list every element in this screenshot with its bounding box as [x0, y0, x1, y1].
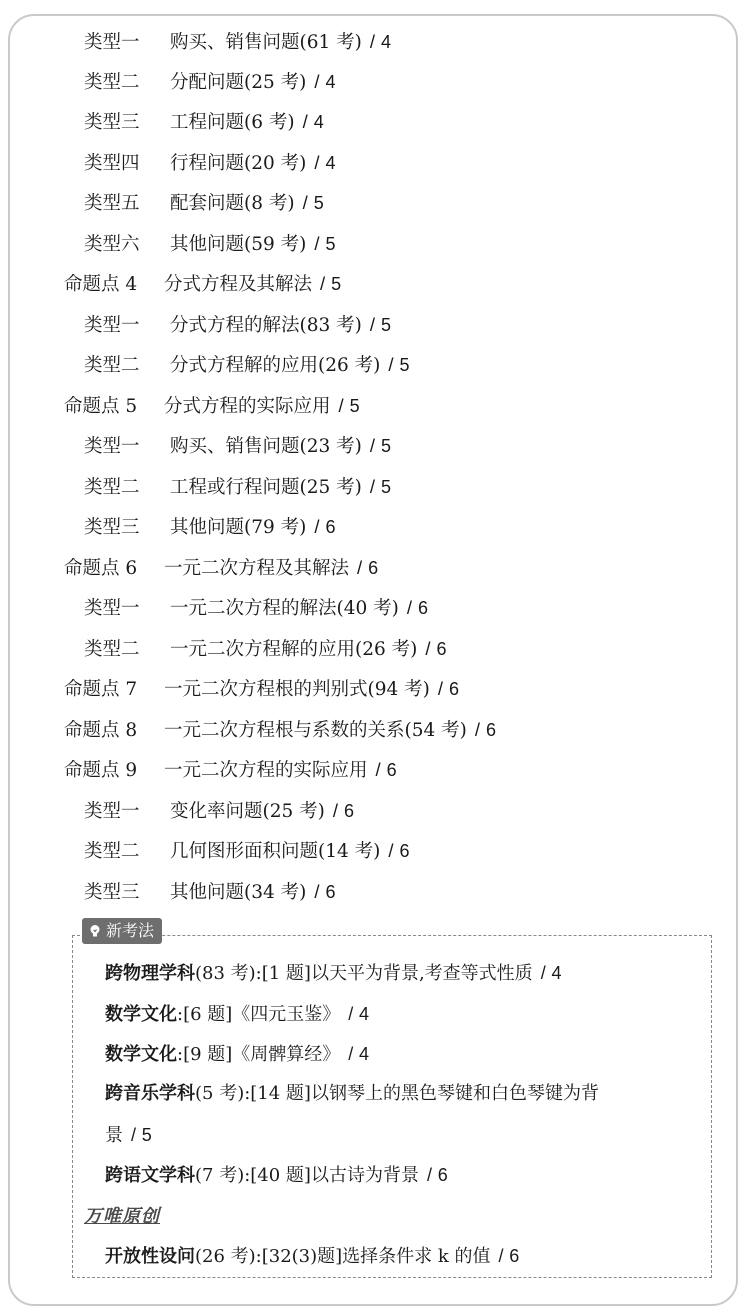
toc-page: 6: [344, 801, 355, 821]
toc-slash: /: [369, 31, 375, 52]
toc-slash: /: [314, 516, 320, 537]
toc-title: 工程问题(6 考): [170, 112, 295, 133]
toc-row[interactable]: [64, 714, 496, 746]
toc-page: 6: [399, 841, 410, 861]
toc-row[interactable]: [84, 471, 391, 503]
toc-label: 类型二: [84, 355, 140, 376]
toc-slash: /: [369, 435, 375, 456]
toc-row[interactable]: [84, 66, 336, 98]
toc-row[interactable]: [64, 268, 341, 300]
item-page: 4: [551, 963, 562, 983]
toc-page: 6: [449, 679, 460, 699]
toc-title: 购买、销售问题(61 考): [170, 32, 362, 53]
toc-page: 4: [325, 72, 336, 92]
toc-page: 6: [436, 639, 447, 659]
item-page: 6: [509, 1246, 520, 1266]
new-method-item[interactable]: [105, 1038, 369, 1070]
toc-row[interactable]: [84, 430, 391, 462]
lightbulb-icon: [88, 924, 102, 938]
toc-title: 分配问题(25 考): [170, 72, 307, 93]
toc-title: 一元二次方程及其解法: [164, 558, 350, 579]
toc-title: 其他问题(34 考): [170, 882, 307, 903]
item-key: 数学文化: [105, 1004, 177, 1025]
item-page: 5: [141, 1125, 152, 1145]
toc-row[interactable]: [84, 633, 447, 665]
toc-slash: /: [357, 557, 363, 578]
toc-row[interactable]: [84, 795, 354, 827]
item-key: 数学文化: [105, 1044, 177, 1065]
toc-slash: /: [302, 111, 308, 132]
toc-label: 类型三: [84, 112, 140, 133]
toc-label: 类型三: [84, 517, 140, 538]
toc-row[interactable]: [84, 147, 336, 179]
toc-label: 类型二: [84, 72, 140, 93]
toc-slash: /: [474, 719, 480, 740]
toc-row[interactable]: [84, 349, 410, 381]
toc-label: 类型一: [84, 32, 140, 53]
toc-title: 一元二次方程的解法(40 考): [170, 598, 399, 619]
toc-page: 4: [381, 32, 392, 52]
item-page: 4: [359, 1004, 370, 1024]
item-slash: /: [348, 1004, 354, 1024]
toc-row[interactable]: [84, 228, 336, 260]
toc-slash: /: [388, 354, 394, 375]
toc-page: 6: [386, 760, 397, 780]
toc-title: 分式方程解的应用(26 考): [170, 355, 381, 376]
item-key: 跨音乐学科: [105, 1083, 195, 1104]
original-item[interactable]: [105, 1240, 519, 1272]
toc-slash: /: [314, 233, 320, 254]
toc-label: 类型一: [84, 315, 140, 336]
toc-title: 其他问题(79 考): [170, 517, 307, 538]
toc-slash: /: [437, 678, 443, 699]
toc-slash: /: [320, 273, 326, 294]
toc-page: 5: [313, 193, 324, 213]
toc-slash: /: [314, 881, 320, 902]
toc-label: 命题点 5: [64, 396, 138, 417]
toc-row[interactable]: [84, 106, 324, 138]
item-slash: /: [131, 1125, 137, 1145]
toc-label: 类型三: [84, 882, 140, 903]
toc-slash: /: [332, 800, 338, 821]
toc-label: 类型二: [84, 841, 140, 862]
toc-page: 6: [368, 558, 379, 578]
item-text: (83 考):[1 题]以天平为背景,考查等式性质: [195, 963, 533, 984]
toc-slash: /: [302, 192, 308, 213]
toc-row[interactable]: [64, 390, 360, 422]
toc-row[interactable]: [64, 673, 459, 705]
toc-label: 命题点 8: [64, 720, 138, 741]
new-method-tag: [82, 918, 162, 944]
toc-title: 购买、销售问题(23 考): [170, 436, 362, 457]
toc-title: 一元二次方程根的判别式(94 考): [164, 679, 430, 700]
toc-row[interactable]: [84, 309, 391, 341]
toc-label: 命题点 4: [64, 274, 138, 295]
toc-slash: /: [388, 840, 394, 861]
item-text: (26 考):[32(3)题]选择条件求 k 的值: [195, 1246, 491, 1267]
new-method-item-continuation[interactable]: [105, 1119, 152, 1151]
toc-slash: /: [369, 314, 375, 335]
toc-page: 4: [313, 112, 324, 132]
toc-slash: /: [425, 638, 431, 659]
toc-title: 分式方程的实际应用: [164, 396, 331, 417]
toc-slash: /: [375, 759, 381, 780]
toc-page: 6: [325, 517, 336, 537]
toc-row[interactable]: [84, 876, 336, 908]
toc-row[interactable]: [64, 552, 378, 584]
toc-label: 类型六: [84, 234, 140, 255]
toc-slash: /: [338, 395, 344, 416]
toc-row[interactable]: [84, 26, 391, 58]
new-method-item[interactable]: [105, 1159, 448, 1191]
toc-page: 4: [325, 153, 336, 173]
toc-label: 命题点 9: [64, 760, 138, 781]
toc-label: 类型一: [84, 801, 140, 822]
toc-label: 类型二: [84, 477, 140, 498]
toc-title: 分式方程及其解法: [164, 274, 313, 295]
item-slash: /: [540, 963, 546, 983]
toc-row[interactable]: [84, 835, 410, 867]
toc-title: 一元二次方程的实际应用: [164, 760, 368, 781]
toc-title: 分式方程的解法(83 考): [170, 315, 362, 336]
toc-label: 类型二: [84, 639, 140, 660]
toc-slash: /: [314, 152, 320, 173]
toc-title: 几何图形面积问题(14 考): [170, 841, 381, 862]
toc-page: 5: [325, 234, 336, 254]
new-method-tag-label: 新考法: [106, 921, 155, 940]
toc-page: 5: [331, 274, 342, 294]
toc-label: 类型四: [84, 153, 140, 174]
toc-title: 行程问题(20 考): [170, 153, 307, 174]
toc-label: 命题点 6: [64, 558, 138, 579]
toc-page: 6: [325, 882, 336, 902]
toc-page: 6: [418, 598, 429, 618]
toc-title: 变化率问题(25 考): [170, 801, 325, 822]
item-text: :[9 题]《周髀算经》: [177, 1044, 341, 1065]
item-page: 6: [437, 1165, 448, 1185]
toc-slash: /: [314, 71, 320, 92]
toc-row[interactable]: [64, 754, 397, 786]
item-slash: /: [348, 1044, 354, 1064]
toc-page: 5: [399, 355, 410, 375]
toc-page: 5: [349, 396, 360, 416]
toc-label: 命题点 7: [64, 679, 138, 700]
toc-page: 5: [381, 436, 392, 456]
toc-label: 类型五: [84, 193, 140, 214]
new-method-item[interactable]: [105, 998, 369, 1030]
toc-label: 类型一: [84, 598, 140, 619]
item-key: 跨语文学科: [105, 1165, 195, 1186]
toc-row[interactable]: [84, 511, 336, 543]
item-slash: /: [498, 1246, 504, 1266]
toc-slash: /: [369, 476, 375, 497]
item-key: 开放性设问: [105, 1246, 195, 1267]
toc-title: 配套问题(8 考): [170, 193, 295, 214]
new-method-item[interactable]: [105, 957, 561, 989]
toc-title: 一元二次方程解的应用(26 考): [170, 639, 418, 660]
new-method-item[interactable]: [105, 1078, 599, 1110]
toc-row[interactable]: [84, 592, 428, 624]
item-key: 跨物理学科: [105, 963, 195, 984]
toc-page: 5: [381, 477, 392, 497]
toc-row[interactable]: [84, 187, 324, 219]
item-slash: /: [426, 1165, 432, 1185]
item-text: (5 考):[14 题]以钢琴上的黑色琴键和白色琴键为背: [195, 1083, 599, 1104]
original-section-label: 万唯原创: [84, 1206, 160, 1227]
toc-title: 其他问题(59 考): [170, 234, 307, 255]
toc-page: 6: [486, 720, 497, 740]
item-page: 4: [359, 1044, 370, 1064]
toc-label: 类型一: [84, 436, 140, 457]
toc-slash: /: [406, 597, 412, 618]
item-text: :[6 题]《四元玉鉴》: [177, 1004, 341, 1025]
toc-page: 5: [381, 315, 392, 335]
item-text: (7 考):[40 题]以古诗为背景: [195, 1165, 419, 1186]
toc-title: 工程或行程问题(25 考): [170, 477, 362, 498]
toc-title: 一元二次方程根与系数的关系(54 考): [164, 720, 467, 741]
item-text: 景: [105, 1125, 123, 1146]
